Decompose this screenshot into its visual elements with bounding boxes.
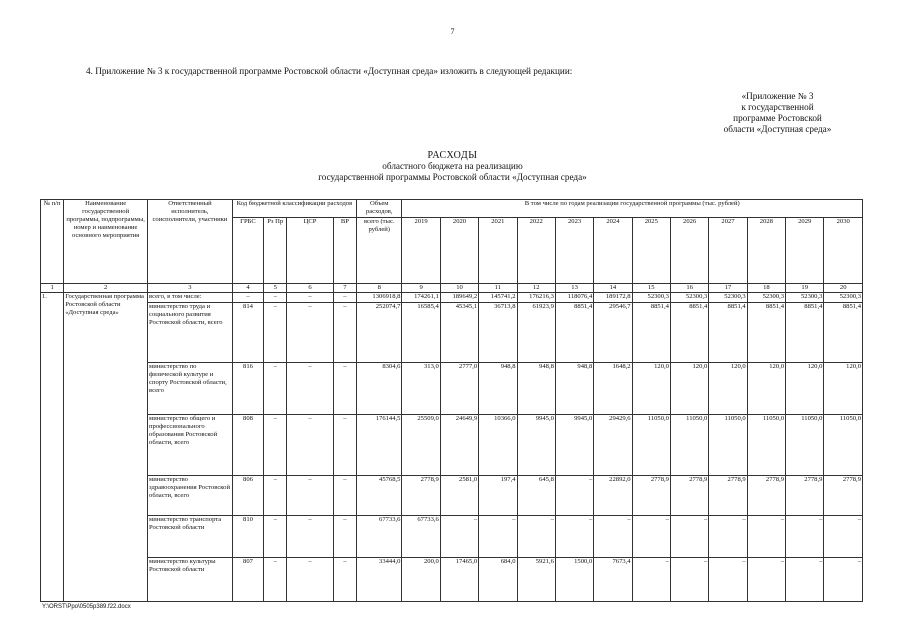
- year-value-cell: 948,8: [479, 363, 517, 415]
- grbs-cell: –: [232, 293, 263, 303]
- year-value-cell: 645,8: [517, 476, 555, 516]
- rzpr-cell: –: [264, 415, 287, 476]
- year-value-cell: 120,0: [747, 363, 785, 415]
- header-year: 2030: [824, 218, 863, 284]
- column-number: 8: [357, 284, 402, 293]
- year-value-cell: –: [670, 558, 708, 602]
- year-value-cell: 8851,4: [786, 303, 824, 363]
- grbs-cell: 807: [232, 558, 263, 602]
- header-budget-code: Код бюджетной классификации расходов: [232, 200, 356, 218]
- rzpr-cell: –: [264, 558, 287, 602]
- vr-cell: –: [333, 363, 356, 415]
- year-value-cell: 197,4: [479, 476, 517, 516]
- header-no: № п/п: [41, 200, 64, 284]
- file-path-footer: Y:\ORST\Ppo\0505p389.f22.docx: [42, 604, 131, 610]
- column-number: 11: [479, 284, 517, 293]
- header-volume: Объем расходов,: [357, 200, 402, 218]
- grbs-cell: 816: [232, 363, 263, 415]
- year-value-cell: 29546,7: [594, 303, 632, 363]
- year-value-cell: 2778,9: [402, 476, 440, 516]
- year-value-cell: –: [709, 558, 747, 602]
- column-number: 15: [632, 284, 670, 293]
- header-rzpr: Рз Пр: [264, 218, 287, 284]
- year-value-cell: 16585,4: [402, 303, 440, 363]
- year-value-cell: 120,0: [786, 363, 824, 415]
- total-cell: 1306918,8: [357, 293, 402, 303]
- document-title: [0, 150, 905, 183]
- grbs-cell: 806: [232, 476, 263, 516]
- year-value-cell: 948,8: [555, 363, 593, 415]
- year-value-cell: 52300,3: [632, 293, 670, 303]
- header-year: 2024: [594, 218, 632, 284]
- year-value-cell: –: [747, 516, 785, 558]
- table-row: [41, 303, 863, 363]
- budget-table-body: [41, 293, 863, 602]
- page-number: 7: [450, 27, 455, 36]
- column-number: 19: [786, 284, 824, 293]
- column-number: 9: [402, 284, 440, 293]
- table-row: [41, 363, 863, 415]
- header-name: Наименование государственной программы, подпрограммы, номер и наименование основного мероприятия: [64, 200, 148, 284]
- grbs-cell: 808: [232, 415, 263, 476]
- total-cell: 45768,5: [357, 476, 402, 516]
- executor-cell: министерство общего и профессионального образования Ростовской области, всего: [148, 415, 233, 476]
- year-value-cell: 189649,2: [440, 293, 478, 303]
- vr-cell: –: [333, 476, 356, 516]
- program-name: Государственная программа Ростовской области «Доступная среда»: [64, 293, 148, 602]
- column-number: 10: [440, 284, 478, 293]
- column-number: 2: [64, 284, 148, 293]
- title-line: государственной программы Ростовской области «Доступная среда»: [318, 172, 587, 182]
- executor-cell: министерство здравоохранения Ростовской области, всего: [148, 476, 233, 516]
- rzpr-cell: –: [264, 303, 287, 363]
- year-value-cell: 8851,4: [747, 303, 785, 363]
- table-row: [41, 516, 863, 558]
- year-value-cell: 2778,9: [709, 476, 747, 516]
- year-value-cell: –: [786, 558, 824, 602]
- program-number: 1.: [41, 293, 64, 602]
- column-number: 17: [709, 284, 747, 293]
- year-value-cell: 24649,9: [440, 415, 478, 476]
- year-value-cell: 2778,9: [747, 476, 785, 516]
- year-value-cell: 176216,3: [517, 293, 555, 303]
- year-value-cell: 67733,6: [402, 516, 440, 558]
- executor-cell: министерство по физической культуре и спорту Ростовской области, всего: [148, 363, 233, 415]
- rzpr-cell: –: [264, 363, 287, 415]
- appendix-note: [690, 91, 865, 135]
- header-year: 2029: [786, 218, 824, 284]
- executor-cell: министерство труда и социального развития Ростовской области, всего: [148, 303, 233, 363]
- appendix-line: «Приложение № 3: [741, 91, 814, 101]
- year-value-cell: –: [670, 516, 708, 558]
- year-value-cell: –: [632, 558, 670, 602]
- table-row: [41, 476, 863, 516]
- grbs-cell: 810: [232, 516, 263, 558]
- year-value-cell: 11050,0: [786, 415, 824, 476]
- csr-cell: –: [287, 293, 333, 303]
- total-cell: 176144,5: [357, 415, 402, 476]
- header-years-group: В том числе по годам реализации государственной программы (тыс. рублей): [402, 200, 863, 218]
- year-value-cell: 17465,0: [440, 558, 478, 602]
- year-value-cell: 11050,0: [670, 415, 708, 476]
- year-value-cell: –: [517, 516, 555, 558]
- year-value-cell: 8851,4: [670, 303, 708, 363]
- year-value-cell: 2778,9: [824, 476, 863, 516]
- year-value-cell: 313,0: [402, 363, 440, 415]
- intro-text: 4. Приложение № 3 к государственной программе Ростовской области «Доступная среда» изложить в следующей редакции:: [86, 66, 573, 76]
- csr-cell: –: [287, 415, 333, 476]
- executor-cell: всего, в том числе:: [148, 293, 233, 303]
- executor-cell: министерство транспорта Ростовской области: [148, 516, 233, 558]
- year-value-cell: –: [824, 516, 863, 558]
- total-cell: 33444,0: [357, 558, 402, 602]
- table-row: [41, 558, 863, 602]
- rzpr-cell: –: [264, 516, 287, 558]
- column-number: 13: [555, 284, 593, 293]
- total-cell: 252074,7: [357, 303, 402, 363]
- grbs-cell: 814: [232, 303, 263, 363]
- year-value-cell: 36713,8: [479, 303, 517, 363]
- vr-cell: –: [333, 558, 356, 602]
- year-value-cell: 45345,1: [440, 303, 478, 363]
- year-value-cell: –: [632, 516, 670, 558]
- header-csr: ЦСР: [287, 218, 333, 284]
- year-value-cell: 2778,9: [786, 476, 824, 516]
- year-value-cell: –: [594, 516, 632, 558]
- vr-cell: –: [333, 516, 356, 558]
- year-value-cell: 120,0: [709, 363, 747, 415]
- title-line: областного бюджета на реализацию: [382, 161, 523, 171]
- column-number: 14: [594, 284, 632, 293]
- year-value-cell: 25509,0: [402, 415, 440, 476]
- year-value-cell: 52300,3: [747, 293, 785, 303]
- year-value-cell: 52300,3: [824, 293, 863, 303]
- csr-cell: –: [287, 558, 333, 602]
- year-value-cell: 11050,0: [709, 415, 747, 476]
- appendix-line: к государственной: [741, 102, 814, 112]
- budget-table: [40, 199, 863, 602]
- header-total: всего (тыс. рублей): [357, 218, 402, 284]
- year-value-cell: 8851,4: [824, 303, 863, 363]
- year-value-cell: 2778,9: [670, 476, 708, 516]
- year-value-cell: 8851,4: [555, 303, 593, 363]
- year-value-cell: 118076,4: [555, 293, 593, 303]
- title-main: РАСХОДЫ: [427, 150, 478, 161]
- vr-cell: –: [333, 293, 356, 303]
- vr-cell: –: [333, 415, 356, 476]
- year-value-cell: 61923,9: [517, 303, 555, 363]
- year-value-cell: 120,0: [670, 363, 708, 415]
- year-value-cell: 9945,0: [517, 415, 555, 476]
- year-value-cell: –: [747, 558, 785, 602]
- rzpr-cell: –: [264, 293, 287, 303]
- year-value-cell: 200,0: [402, 558, 440, 602]
- executor-cell: министерство культуры Ростовской области: [148, 558, 233, 602]
- csr-cell: –: [287, 303, 333, 363]
- year-value-cell: 120,0: [824, 363, 863, 415]
- header-grbs: ГРБС: [232, 218, 263, 284]
- year-value-cell: –: [555, 476, 593, 516]
- csr-cell: –: [287, 363, 333, 415]
- year-value-cell: 174261,1: [402, 293, 440, 303]
- total-cell: 8304,6: [357, 363, 402, 415]
- header-year: 2028: [747, 218, 785, 284]
- header-year: 2026: [670, 218, 708, 284]
- header-executor: Ответственный исполнитель, соисполнители, участники: [148, 200, 233, 284]
- year-value-cell: –: [709, 516, 747, 558]
- year-value-cell: 10366,0: [479, 415, 517, 476]
- year-value-cell: 11050,0: [632, 415, 670, 476]
- header-year: 2023: [555, 218, 593, 284]
- vr-cell: –: [333, 303, 356, 363]
- year-value-cell: –: [824, 558, 863, 602]
- column-number: 1: [41, 284, 64, 293]
- year-value-cell: 2777,0: [440, 363, 478, 415]
- csr-cell: –: [287, 476, 333, 516]
- year-value-cell: 8851,4: [632, 303, 670, 363]
- year-value-cell: 52300,3: [709, 293, 747, 303]
- year-value-cell: 1648,2: [594, 363, 632, 415]
- column-number: 5: [264, 284, 287, 293]
- year-value-cell: –: [555, 516, 593, 558]
- year-value-cell: 2778,9: [632, 476, 670, 516]
- csr-cell: –: [287, 516, 333, 558]
- column-number: 12: [517, 284, 555, 293]
- header-year: 2022: [517, 218, 555, 284]
- appendix-line: области «Доступная среда»: [723, 124, 832, 134]
- table-row: [41, 415, 863, 476]
- column-number: 3: [148, 284, 233, 293]
- header-year: 2027: [709, 218, 747, 284]
- year-value-cell: –: [479, 516, 517, 558]
- column-number: 6: [287, 284, 333, 293]
- header-year: 2025: [632, 218, 670, 284]
- header-vr: ВР: [333, 218, 356, 284]
- year-value-cell: 189172,8: [594, 293, 632, 303]
- header-year: 2019: [402, 218, 440, 284]
- header-year: 2020: [440, 218, 478, 284]
- year-value-cell: –: [440, 516, 478, 558]
- year-value-cell: 11050,0: [824, 415, 863, 476]
- year-value-cell: 145741,2: [479, 293, 517, 303]
- year-value-cell: 52300,3: [786, 293, 824, 303]
- column-number: 4: [232, 284, 263, 293]
- year-value-cell: 29429,6: [594, 415, 632, 476]
- year-value-cell: 5921,6: [517, 558, 555, 602]
- year-value-cell: 2581,0: [440, 476, 478, 516]
- table-row: [41, 293, 863, 303]
- year-value-cell: 52300,3: [670, 293, 708, 303]
- rzpr-cell: –: [264, 476, 287, 516]
- column-number: 7: [333, 284, 356, 293]
- year-value-cell: 8851,4: [709, 303, 747, 363]
- year-value-cell: 684,0: [479, 558, 517, 602]
- column-number: 18: [747, 284, 785, 293]
- column-number: 20: [824, 284, 863, 293]
- year-value-cell: 11050,0: [747, 415, 785, 476]
- year-value-cell: 7673,4: [594, 558, 632, 602]
- year-value-cell: –: [786, 516, 824, 558]
- year-value-cell: 948,8: [517, 363, 555, 415]
- year-value-cell: 120,0: [632, 363, 670, 415]
- year-value-cell: 1500,0: [555, 558, 593, 602]
- year-value-cell: 22892,0: [594, 476, 632, 516]
- header-year: 2021: [479, 218, 517, 284]
- year-value-cell: 9945,0: [555, 415, 593, 476]
- column-number-row: [41, 284, 863, 293]
- appendix-line: программе Ростовской: [733, 113, 822, 123]
- total-cell: 67733,6: [357, 516, 402, 558]
- column-number: 16: [670, 284, 708, 293]
